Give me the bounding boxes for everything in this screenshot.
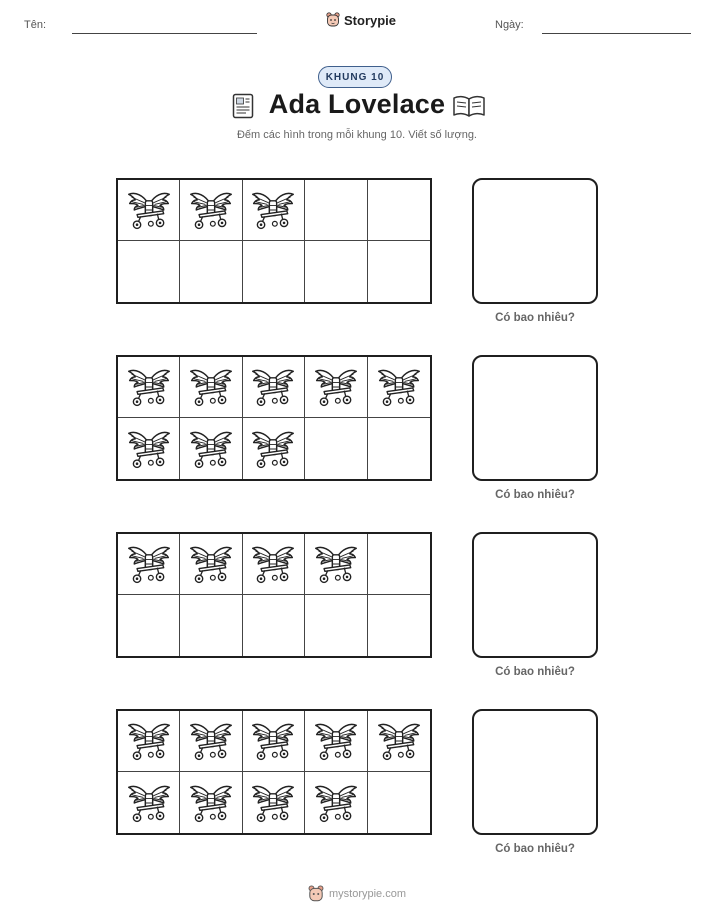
name-label: Tên: <box>24 19 47 31</box>
ten-frame-cell <box>180 357 242 418</box>
winged-flying-machine-icon <box>313 780 359 826</box>
ten-frame-cell <box>305 418 367 479</box>
answer-prompt: Có bao nhiêu? <box>495 312 575 324</box>
ten-frame-cell <box>118 418 180 479</box>
winged-flying-machine-icon <box>188 187 234 233</box>
ten-frame-cell <box>368 357 430 418</box>
ten-frame-cell <box>305 241 367 302</box>
ten-frame <box>116 709 432 835</box>
winged-flying-machine-icon <box>313 541 359 587</box>
footer-site: mystorypie.com <box>329 888 407 900</box>
answer-box[interactable] <box>472 709 598 835</box>
ten-frame-cell <box>243 418 305 479</box>
winged-flying-machine-icon <box>188 541 234 587</box>
ten-frame-cell <box>368 534 430 595</box>
ten-frame-cell <box>118 772 180 833</box>
ten-frame-cell <box>118 241 180 302</box>
winged-flying-machine-icon <box>250 780 296 826</box>
ten-frame-cell <box>305 772 367 833</box>
ten-frame-cell <box>368 772 430 833</box>
answer-box[interactable] <box>472 178 598 304</box>
winged-flying-machine-icon <box>250 718 296 764</box>
ten-frame-cell <box>305 711 367 772</box>
winged-flying-machine-icon <box>126 187 172 233</box>
ten-frame-cell <box>118 595 180 656</box>
ten-frame <box>116 355 432 481</box>
ten-frame-cell <box>243 772 305 833</box>
ten-frame-cell <box>180 418 242 479</box>
worksheet-type-badge: KHUNG 10 <box>318 66 392 88</box>
winged-flying-machine-icon <box>313 718 359 764</box>
winged-flying-machine-icon <box>126 364 172 410</box>
answer-prompt: Có bao nhiêu? <box>495 843 575 855</box>
ten-frame-cell <box>118 534 180 595</box>
ten-frame-cell <box>180 241 242 302</box>
ten-frame-cell <box>180 595 242 656</box>
date-label: Ngày: <box>495 19 524 31</box>
name-line[interactable] <box>72 33 257 34</box>
ten-frame-cell <box>180 180 242 241</box>
ten-frame <box>116 178 432 304</box>
ten-frame-cell <box>305 357 367 418</box>
instructions-text: Đếm các hình trong mỗi khung 10. Viết số lượng. <box>236 129 477 141</box>
date-line[interactable] <box>542 33 691 34</box>
winged-flying-machine-icon <box>126 718 172 764</box>
winged-flying-machine-icon <box>250 541 296 587</box>
ten-frame-cell <box>368 241 430 302</box>
ten-frame-cell <box>118 180 180 241</box>
ten-frame-cell <box>368 711 430 772</box>
winged-flying-machine-icon <box>188 364 234 410</box>
answer-box[interactable] <box>472 532 598 658</box>
winged-flying-machine-icon <box>250 426 296 472</box>
winged-flying-machine-icon <box>376 364 422 410</box>
ten-frame-cell <box>180 772 242 833</box>
brand-name: Storypie <box>344 12 397 28</box>
ten-frame-cell <box>243 711 305 772</box>
answer-prompt: Có bao nhiêu? <box>495 489 575 501</box>
winged-flying-machine-icon <box>250 187 296 233</box>
winged-flying-machine-icon <box>126 541 172 587</box>
winged-flying-machine-icon <box>126 780 172 826</box>
answer-box[interactable] <box>472 355 598 481</box>
ten-frame-cell <box>305 595 367 656</box>
winged-flying-machine-icon <box>188 780 234 826</box>
ten-frame-cell <box>243 595 305 656</box>
ten-frame-cell <box>305 180 367 241</box>
ten-frame-cell <box>243 534 305 595</box>
ten-frame-cell <box>180 534 242 595</box>
storypie-mascot-icon <box>308 885 324 903</box>
worksheet-title: Ada Lovelace <box>268 89 446 119</box>
ten-frame <box>116 532 432 658</box>
ten-frame-cell <box>243 357 305 418</box>
winged-flying-machine-icon <box>376 718 422 764</box>
footer <box>308 885 406 903</box>
winged-flying-machine-icon <box>188 426 234 472</box>
winged-flying-machine-icon <box>313 364 359 410</box>
ten-frame-cell <box>118 357 180 418</box>
brand-logo <box>326 12 396 28</box>
winged-flying-machine-icon <box>250 364 296 410</box>
winged-flying-machine-icon <box>188 718 234 764</box>
ten-frame-cell <box>180 711 242 772</box>
ten-frame-cell <box>368 595 430 656</box>
ten-frame-cell <box>118 711 180 772</box>
ten-frame-cell <box>243 241 305 302</box>
ten-frame-cell <box>305 534 367 595</box>
winged-flying-machine-icon <box>126 426 172 472</box>
ten-frame-cell <box>368 180 430 241</box>
open-book-icon <box>452 93 486 119</box>
answer-prompt: Có bao nhiêu? <box>495 666 575 678</box>
storypie-mascot-icon <box>326 12 340 28</box>
ten-frame-cell <box>243 180 305 241</box>
ten-frame-cell <box>368 418 430 479</box>
